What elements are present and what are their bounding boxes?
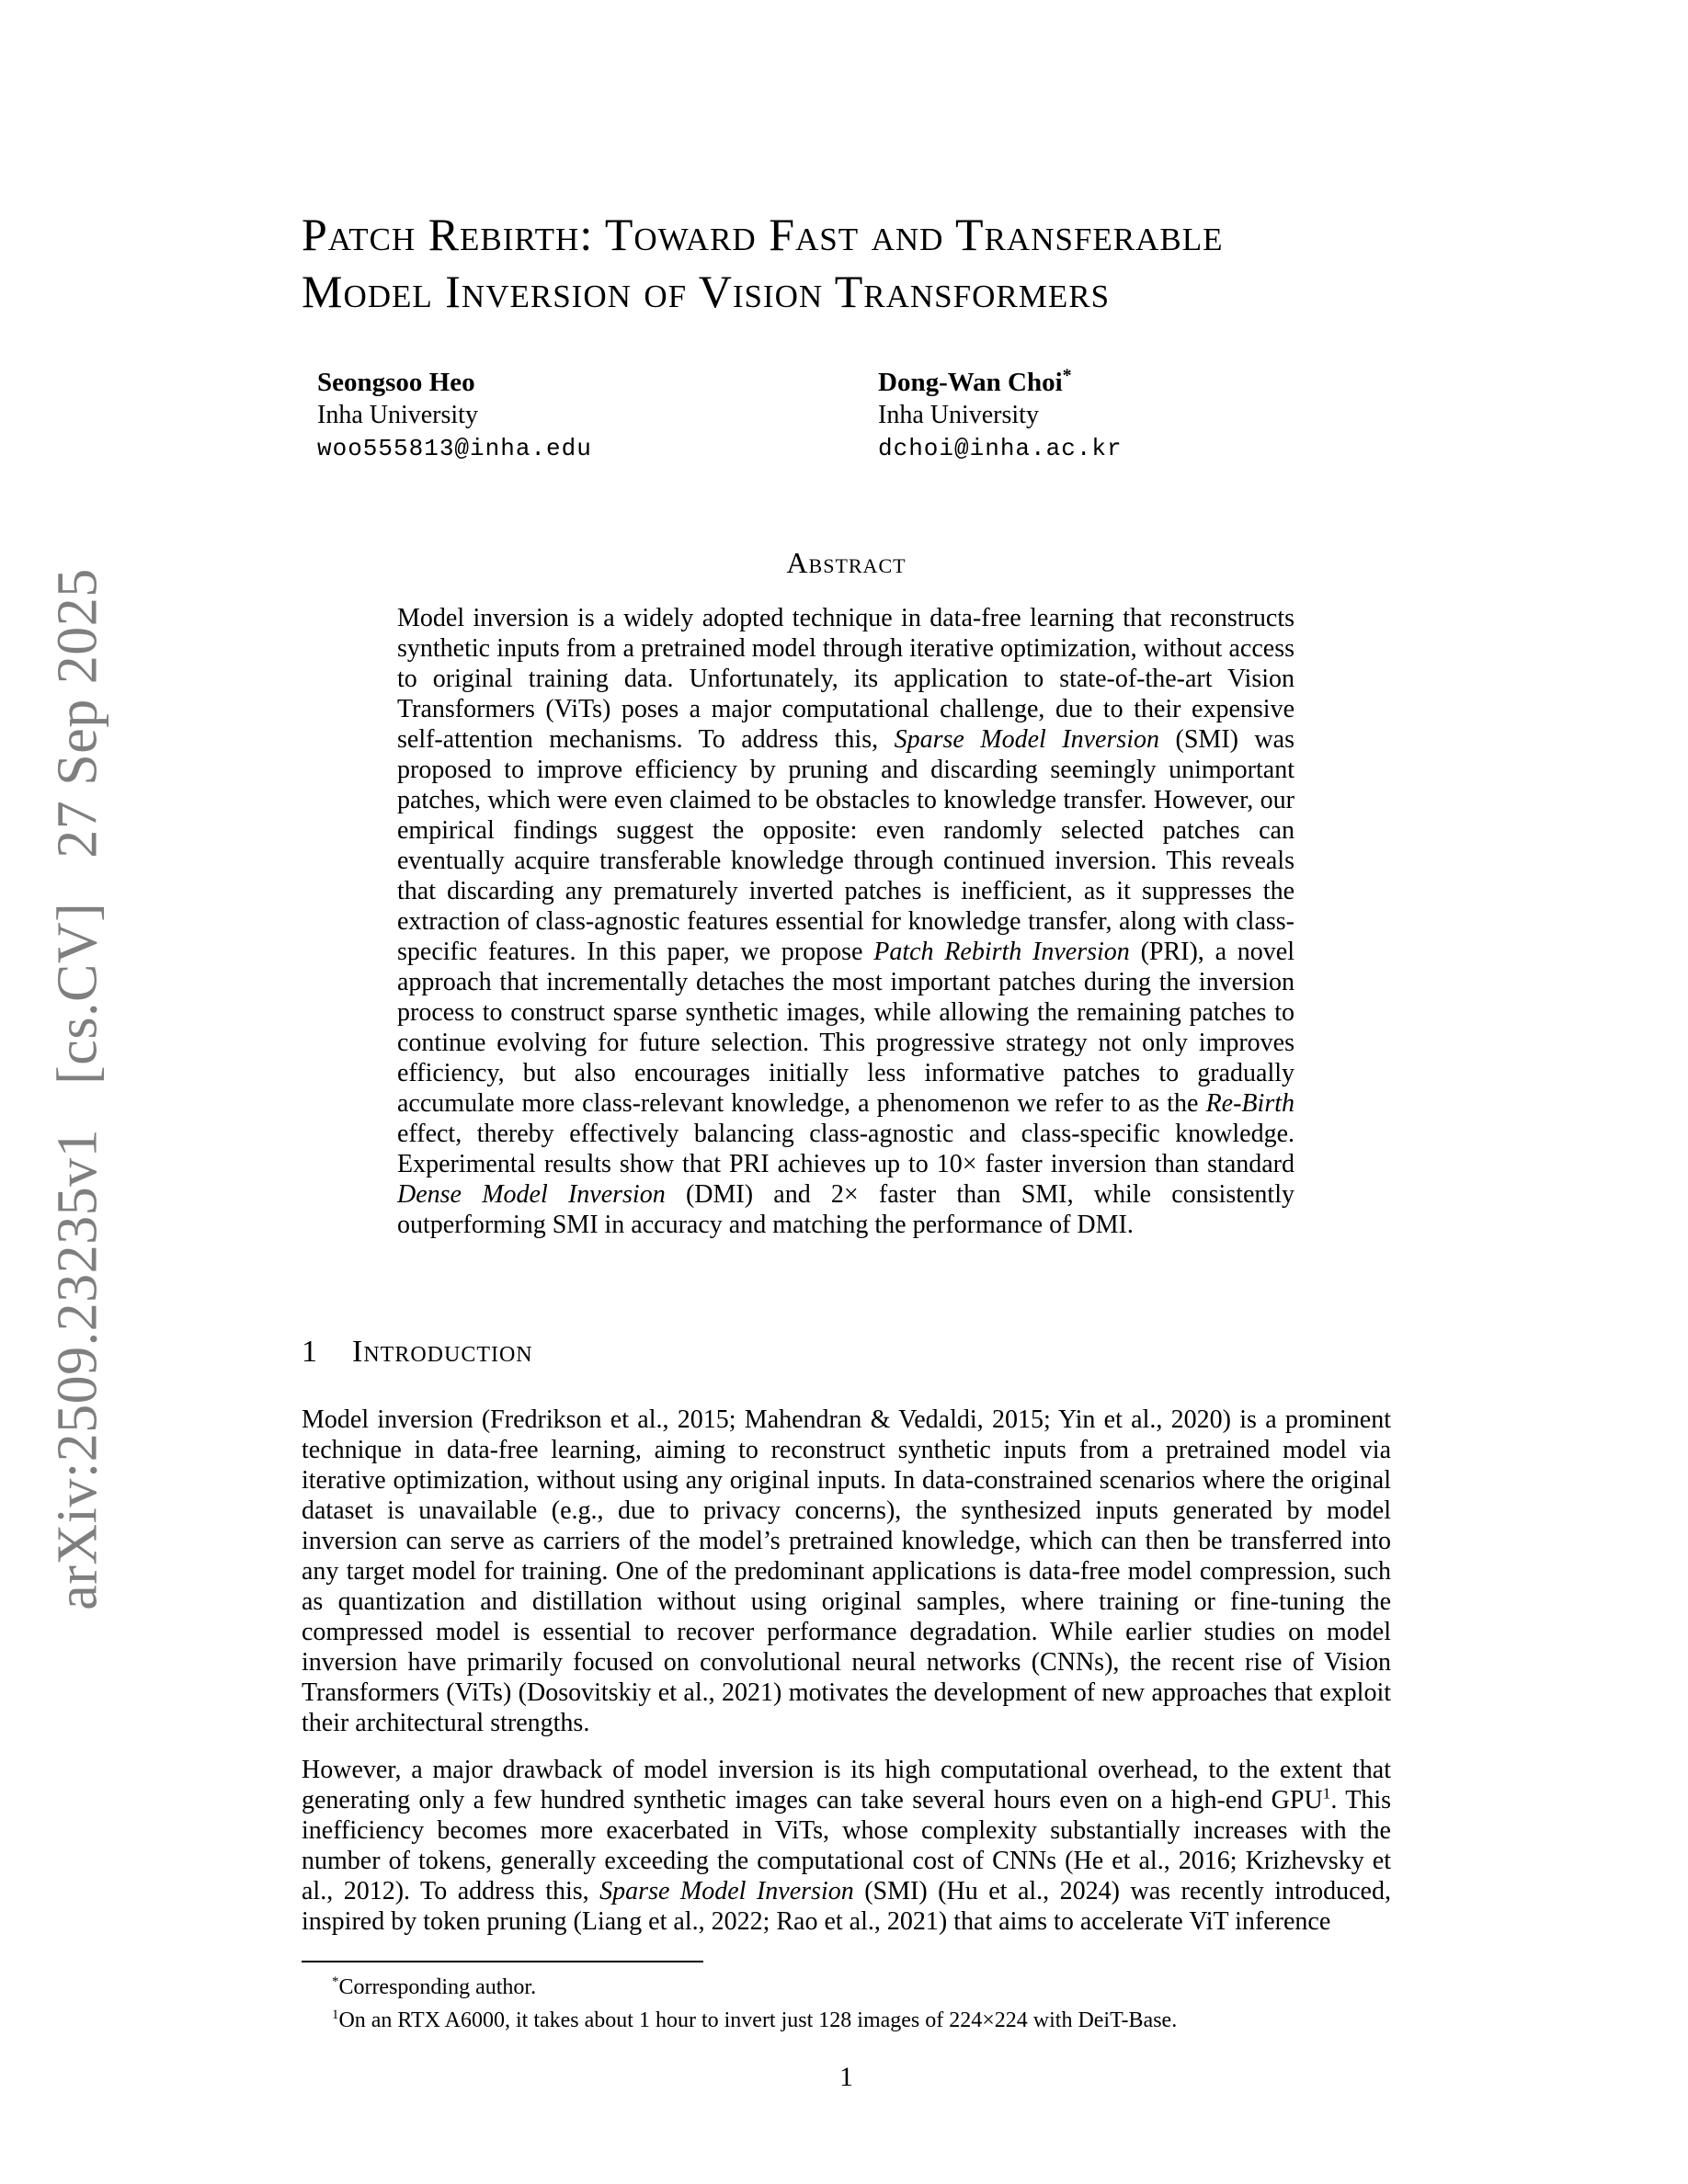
author-block-1 <box>317 366 592 465</box>
paper-title-line-2: Model Inversion of Vision Transformers <box>302 266 1111 317</box>
introduction-body <box>302 1405 1391 1937</box>
paper-title <box>302 206 1414 320</box>
abstract-heading: Abstract <box>786 546 907 579</box>
arxiv-watermark <box>46 553 111 1624</box>
arxiv-date: 27 Sep 2025 <box>46 568 109 859</box>
paper-title-line-1: Patch Rebirth: Toward Fast and Transferable <box>302 209 1224 260</box>
footnote-gpu-time: $^1$On an RTX A6000, it takes about 1 hour to invert just 128 images of 224×224 with DeiT-Base. <box>332 2008 1178 2032</box>
footnotes <box>302 1971 1391 2037</box>
footnote-corresponding-author: *Corresponding author. <box>332 1974 537 1999</box>
section-title: Introduction <box>352 1335 533 1369</box>
arxiv-category: [cs.CV] <box>46 902 109 1085</box>
author-email: woo555813@inha.edu <box>317 435 592 462</box>
author-mark: * <box>1062 365 1072 386</box>
intro-paragraph-1: Model inversion (Fredrikson et al., 2015; Mahendran & Vedaldi, 2015; Yin et al., 2020) is a prominent technique in data-free learning, aiming to reconstruct synthetic inputs from a pretrained model via iterative optimization, without using any original inputs. In data-constrained scenarios where the original dataset is unavailable (e.g., due to privacy concerns), the synthesized inputs generated by model inversion can serve as carriers of the model’s pretrained knowledge, which can then be transferred into any target model for training. One of the predominant applications is data-free model compression, such as quantization and distillation without using original samples, where training or fine-tuning the compressed model is essential to recover performance degradation. While earlier studies on model inversion have primarily focused on convolutional neural networks (CNNs), the recent rise of Vision Transformers (ViTs) (Dosovitskiy et al., 2021) motivates the development of new approaches that exploit their architectural strengths. <box>302 1405 1391 1737</box>
abstract-text: Model inversion is a widely adopted technique in data-free learning that reconstructs synthetic inputs from a pretrained model through iterative optimization, without access to original training data. Unfortunately, its application to state-of-the-art Vision Transformers (ViTs) poses a major computational challenge, due to their expensive self-attention mechanisms. To address this, Sparse Model Inversion (SMI) was proposed to improve efficiency by pruning and discarding seemingly unimportant patches, which were even claimed to be obstacles to knowledge transfer. However, our empirical findings suggest the opposite: even randomly selected patches can eventually acquire transferable knowledge through continued inversion. This reveals that discarding any prematurely inverted patches is inefficient, as it suppresses the extraction of class-agnostic features essential for knowledge transfer, along with class-specific features. In this paper, we propose Patch Rebirth Inversion (PRI), a novel approach that incrementally detaches the most important patches during the inversion process to construct sparse synthetic images, while allowing the remaining patches to continue evolving for future selection. This progressive strategy not only improves efficiency, but also encourages initially less informative patches to gradually accumulate more class-relevant knowledge, a phenomenon we refer to as the Re-Birth effect, thereby effectively balancing class-agnostic and class-specific knowledge. Experimental results show that PRI achieves up to 10× faster inversion than standard Dense Model Inversion (DMI) and 2× faster than SMI, while consistently outperforming SMI in accuracy and matching the performance of DMI. <box>397 604 1295 1239</box>
author-affiliation: Inha University <box>878 401 1039 429</box>
footnote-rule <box>302 1961 703 1962</box>
intro-paragraph-2: However, a major drawback of model inversion is its high computational overhead, to the extent that generating only a few hundred synthetic images can take several hours even on a high-end GPU$^1$. This inefficiency becomes more exacerbated in ViTs, whose complexity substantially increases with the number of tokens, generally exceeding the computational cost of CNNs (He et al., 2016; Krizhevsky et al., 2012). To address this, Sparse Model Inversion (SMI) (Hu et al., 2024) was recently introduced, inspired by token pruning (Liang et al., 2022; Rao et al., 2021) that aims to accelerate ViT inference <box>302 1756 1391 1936</box>
author-name: Dong-Wan Choi* <box>878 365 1072 397</box>
page-number: 1 <box>839 2062 853 2092</box>
author-affiliation: Inha University <box>317 401 478 429</box>
author-name: Seongsoo Heo <box>317 368 475 397</box>
author-block-2 <box>878 366 1123 465</box>
author-email: dchoi@inha.ac.kr <box>878 435 1123 462</box>
section-heading-introduction <box>302 1335 1391 1370</box>
section-number: 1 <box>302 1335 317 1369</box>
arxiv-id: arXiv:2509.23235v1 <box>46 1128 109 1610</box>
